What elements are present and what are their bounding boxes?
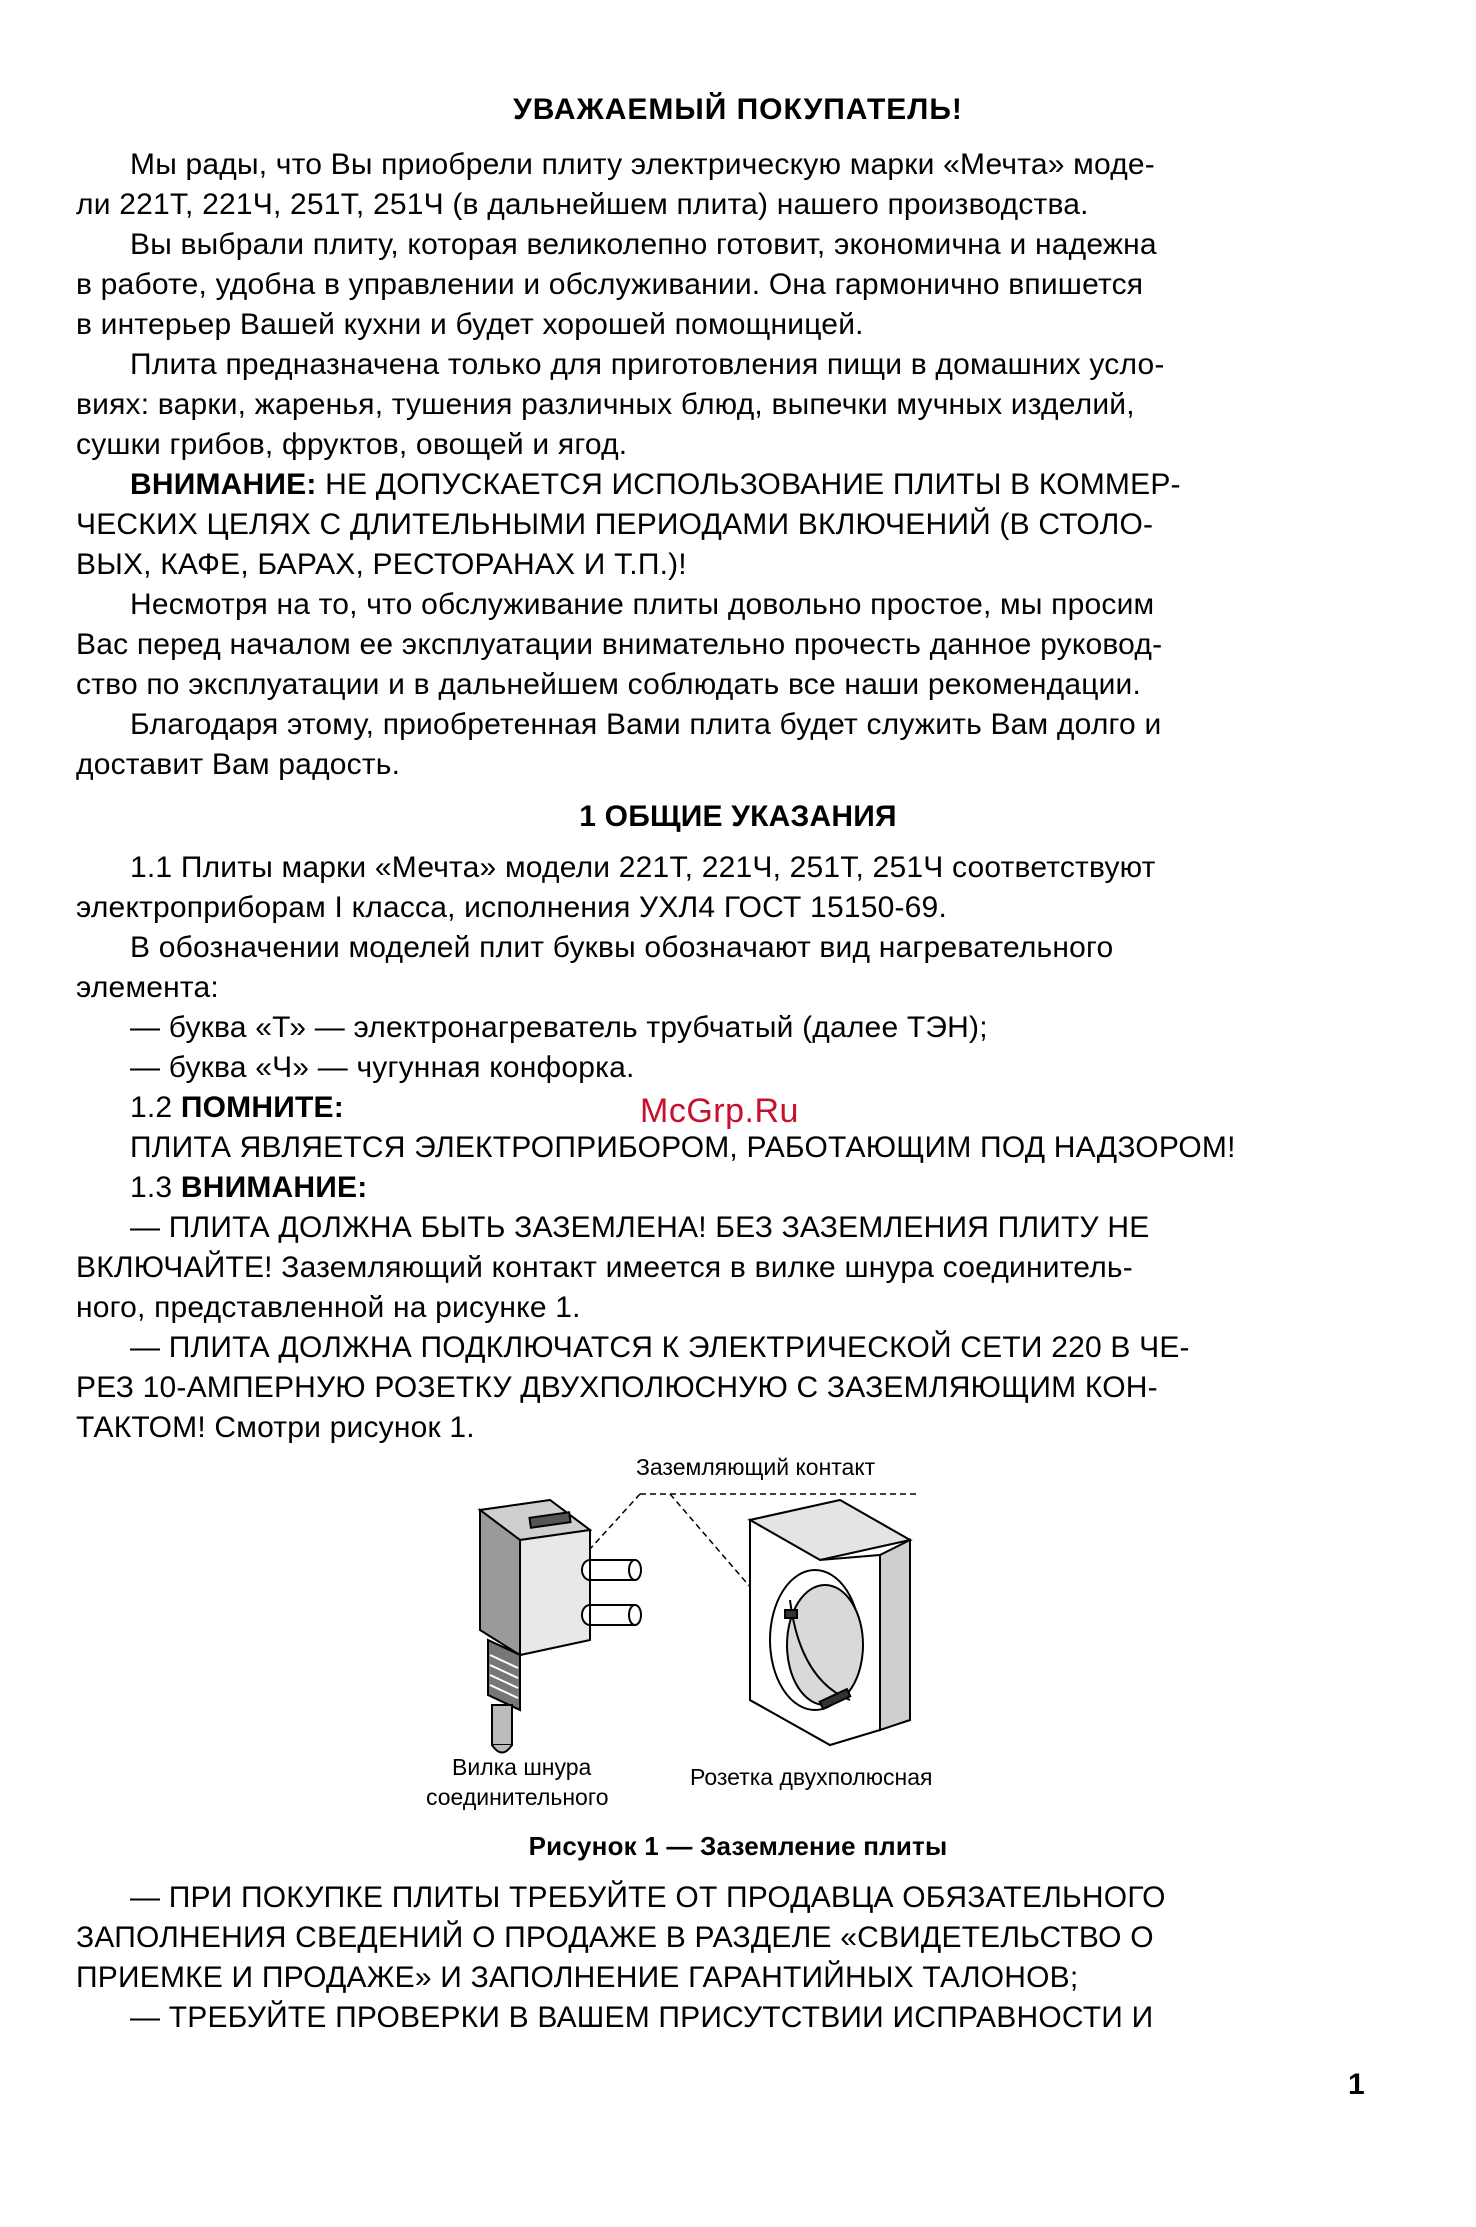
- warning-line-2: ЧЕСКИХ ЦЕЛЯХ С ДЛИТЕЛЬНЫМИ ПЕРИОДАМИ ВКЛЮЧЕНИЙ (В СТОЛО-: [76, 508, 1154, 541]
- intro-line: Вы выбрали плиту, которая великолепно готовит, экономична и надежна: [130, 228, 1157, 261]
- clause-line: ВКЛЮЧАЙТЕ! Заземляющий контакт имеется в вилке шнура соединитель-: [76, 1251, 1133, 1284]
- clause-line: РЕЗ 10-АМПЕРНУЮ РОЗЕТКУ ДВУХПОЛЮСНУЮ С ЗАЗЕМЛЯЮЩИМ КОН-: [76, 1371, 1158, 1404]
- intro2-line: Благодаря этому, приобретенная Вами плита будет служить Вам долго и: [130, 708, 1162, 741]
- section-line: 1.1 Плиты марки «Мечта» модели 221Т, 221Ч, 251Т, 251Ч соответствуют: [130, 851, 1156, 884]
- section-line: элемента:: [76, 971, 219, 1004]
- tail-line: — ПРИ ПОКУПКЕ ПЛИТЫ ТРЕБУЙТЕ ОТ ПРОДАВЦА ОБЯЗАТЕЛЬНОГО: [130, 1881, 1166, 1914]
- warning-line-3: ВЫХ, КАФЕ, БАРАХ, РЕСТОРАНАХ И Т.П.)!: [76, 548, 687, 581]
- clause-line: — ПЛИТА ДОЛЖНА ПОДКЛЮЧАТСЯ К ЭЛЕКТРИЧЕСКОЙ СЕТИ 220 В ЧЕ-: [130, 1331, 1190, 1364]
- intro2-line: ство по эксплуатации и в дальнейшем соблюдать все наши рекомендации.: [76, 668, 1142, 701]
- tail-line: ЗАПОЛНЕНИЯ СВЕДЕНИЙ О ПРОДАЖЕ В РАЗДЕЛЕ «СВИДЕТЕЛЬСТВО О: [76, 1921, 1154, 1954]
- intro-line: Мы рады, что Вы приобрели плиту электрическую марки «Мечта» моде-: [130, 148, 1155, 181]
- figure-label-plug: Вилка шнура: [452, 1754, 592, 1780]
- tail-line: ПРИЕМКЕ И ПРОДАЖЕ» И ЗАПОЛНЕНИЕ ГАРАНТИЙНЫХ ТАЛОНОВ;: [76, 1961, 1079, 1994]
- figure-caption: Рисунок 1 — Заземление плиты: [528, 1831, 948, 1861]
- section-line: В обозначении моделей плит буквы обозначают вид нагревательного: [130, 931, 1114, 964]
- intro-line: в работе, удобна в управлении и обслуживании. Она гармонично впишется: [76, 268, 1144, 301]
- grounding-figure: [440, 1480, 960, 1770]
- page-heading: УВАЖАЕМЫЙ ПОКУПАТЕЛЬ!: [513, 93, 963, 126]
- clause-1-3: [130, 1168, 367, 1208]
- clause-1-2-text: ПЛИТА ЯВЛЯЕТСЯ ЭЛЕКТРОПРИБОРОМ, РАБОТАЮЩИМ ПОД НАДЗОРОМ!: [130, 1131, 1236, 1164]
- clause-number: 1.3: [130, 1171, 181, 1204]
- intro2-line: Вас перед началом ее эксплуатации внимательно прочесть данное руковод-: [76, 628, 1163, 661]
- clause-number: 1.2: [130, 1091, 181, 1124]
- clause-1-2: [130, 1088, 344, 1128]
- warning-line-1: [130, 465, 1181, 505]
- figure-label-contact: Заземляющий контакт: [636, 1454, 876, 1480]
- watermark: McGrp.Ru: [640, 1092, 799, 1130]
- tail-line: — ТРЕБУЙТЕ ПРОВЕРКИ В ВАШЕМ ПРИСУТСТВИИ ИСПРАВНОСТИ И: [130, 2001, 1154, 2034]
- intro2-line: доставит Вам радость.: [76, 748, 401, 781]
- section-line: электроприборам I класса, исполнения УХЛ4 ГОСТ 15150-69.: [76, 891, 947, 924]
- clause-line: ТАКТОМ! Смотри рисунок 1.: [76, 1411, 475, 1444]
- intro-line: Плита предназначена только для приготовления пищи в домашних усло-: [130, 348, 1165, 381]
- plug-icon: [480, 1500, 641, 1753]
- intro-line: ли 221Т, 221Ч, 251Т, 251Ч (в дальнейшем плита) нашего производства.: [76, 188, 1089, 221]
- page-number: 1: [1348, 2068, 1365, 2101]
- warning-text: НЕ ДОПУСКАЕТСЯ ИСПОЛЬЗОВАНИЕ ПЛИТЫ В КОММЕР-: [316, 468, 1181, 501]
- section-line: — буква «Т» — электронагреватель трубчатый (далее ТЭН);: [130, 1011, 988, 1044]
- intro-line: в интерьер Вашей кухни и будет хорошей помощницей.: [76, 308, 864, 341]
- clause-line: ного, представленной на рисунке 1.: [76, 1291, 581, 1324]
- figure-label-socket: Розетка двухполюсная: [690, 1764, 933, 1790]
- section-title: 1 ОБЩИЕ УКАЗАНИЯ: [579, 800, 897, 833]
- clause-label: ВНИМАНИЕ:: [180, 1171, 368, 1204]
- figure-label-plug: соединительного: [426, 1784, 609, 1810]
- warning-label: ВНИМАНИЕ:: [130, 468, 317, 501]
- intro2-line: Несмотря на то, что обслуживание плиты довольно простое, мы просим: [130, 588, 1155, 621]
- intro-line: сушки грибов, фруктов, овощей и ягод.: [76, 428, 628, 461]
- socket-icon: [750, 1500, 910, 1745]
- clause-line: — ПЛИТА ДОЛЖНА БЫТЬ ЗАЗЕМЛЕНА! БЕЗ ЗАЗЕМЛЕНИЯ ПЛИТУ НЕ: [130, 1211, 1150, 1244]
- section-line: — буква «Ч» — чугунная конфорка.: [130, 1051, 635, 1084]
- intro-line: виях: варки, жаренья, тушения различных блюд, выпечки мучных изделий,: [76, 388, 1135, 421]
- clause-label: ПОМНИТЕ:: [180, 1091, 344, 1124]
